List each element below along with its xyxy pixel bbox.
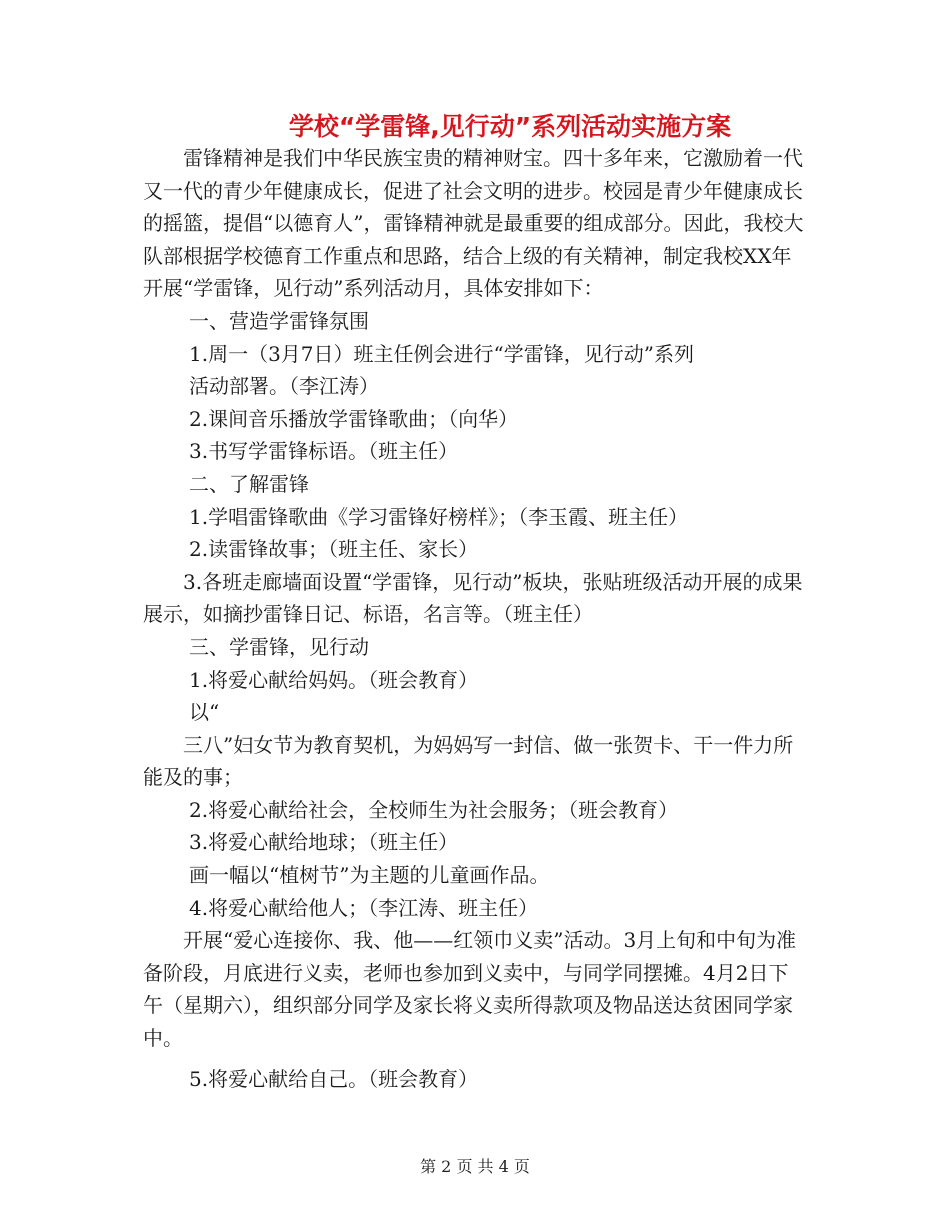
section-1-item-3: 3.书写学雷锋标语。（班主任） xyxy=(189,439,459,464)
section-3-item-1-prefix: 以“ xyxy=(189,700,220,725)
section-3-item-2: 2.将爱心献给社会，全校师生为社会服务；（班会教育） xyxy=(189,797,679,822)
section-3-item-3: 3.将爱心献给地球；（班主任） xyxy=(189,830,459,855)
section-3-item-1: 1.将爱心献给妈妈。（班会教育） xyxy=(189,667,479,692)
page-number: 第 2 页 共 4 页 xyxy=(420,1157,530,1176)
section-2-item-1: 1.学唱雷锋歌曲《学习雷锋好榜样》；（李玉霞、班主任） xyxy=(189,504,689,529)
section-3-heading: 三、学雷锋，见行动 xyxy=(189,634,369,659)
section-1-heading: 一、营造学雷锋氛围 xyxy=(189,308,369,333)
section-3-item-1-text: 三八”妇女节为教育契机，为妈妈写一封信、做一张贺卡、干一件力所能及的事； xyxy=(143,732,794,790)
section-3-item-5: 5.将爱心献给自己。（班会教育） xyxy=(189,1066,479,1091)
document-title: 学校“学雷锋,见行动”系列活动实施方案 xyxy=(288,112,732,141)
section-2-heading: 二、了解雷锋 xyxy=(189,471,309,496)
section-1-item-1a: 1.周一（3月7日）班主任例会进行“学雷锋，见行动”系列 xyxy=(189,341,694,366)
section-1-item-1b: 活动部署。（李江涛） xyxy=(189,374,379,399)
document-body xyxy=(143,142,808,1095)
section-3-item-4-text: 开展“爱心连接你、我、他——红领巾义卖”活动。3月上旬和中旬为准备阶段，月底进行义卖，老师也参加到义卖中，与同学同摆摊。4月2日下午（星期六），组织部分同学及家长将义卖所得款项及物品送达贫困同学家中。 xyxy=(143,928,797,1051)
section-2-item-2: 2.读雷锋故事；（班主任、家长） xyxy=(189,537,479,562)
section-2-item-3: 3.各班走廊墙面设置“学雷锋，见行动”板块，张贴班级活动开展的成果展示，如摘抄雷锋日记、标语，名言等。（班主任） xyxy=(143,569,803,627)
intro-paragraph: 雷锋精神是我们中华民族宝贵的精神财宝。四十多年来，它激励着一代又一代的青少年健康成长，促进了社会文明的进步。校园是青少年健康成长的摇篮，提倡“以德育人”，雷锋精神就是最重要的组成部分。因此，我校大队部根据学校德育工作重点和思路，结合上级的有关精神，制定我校XX年开展“学雷锋，见行动”系列活动月，具体安排如下： xyxy=(143,146,804,301)
section-3-item-3-text: 画一幅以“植树节”为主题的儿童画作品。 xyxy=(189,863,550,888)
section-1-item-2: 2.课间音乐播放学雷锋歌曲；（向华） xyxy=(189,406,519,431)
section-3-item-4: 4.将爱心献给他人；（李江涛、班主任） xyxy=(189,895,539,920)
